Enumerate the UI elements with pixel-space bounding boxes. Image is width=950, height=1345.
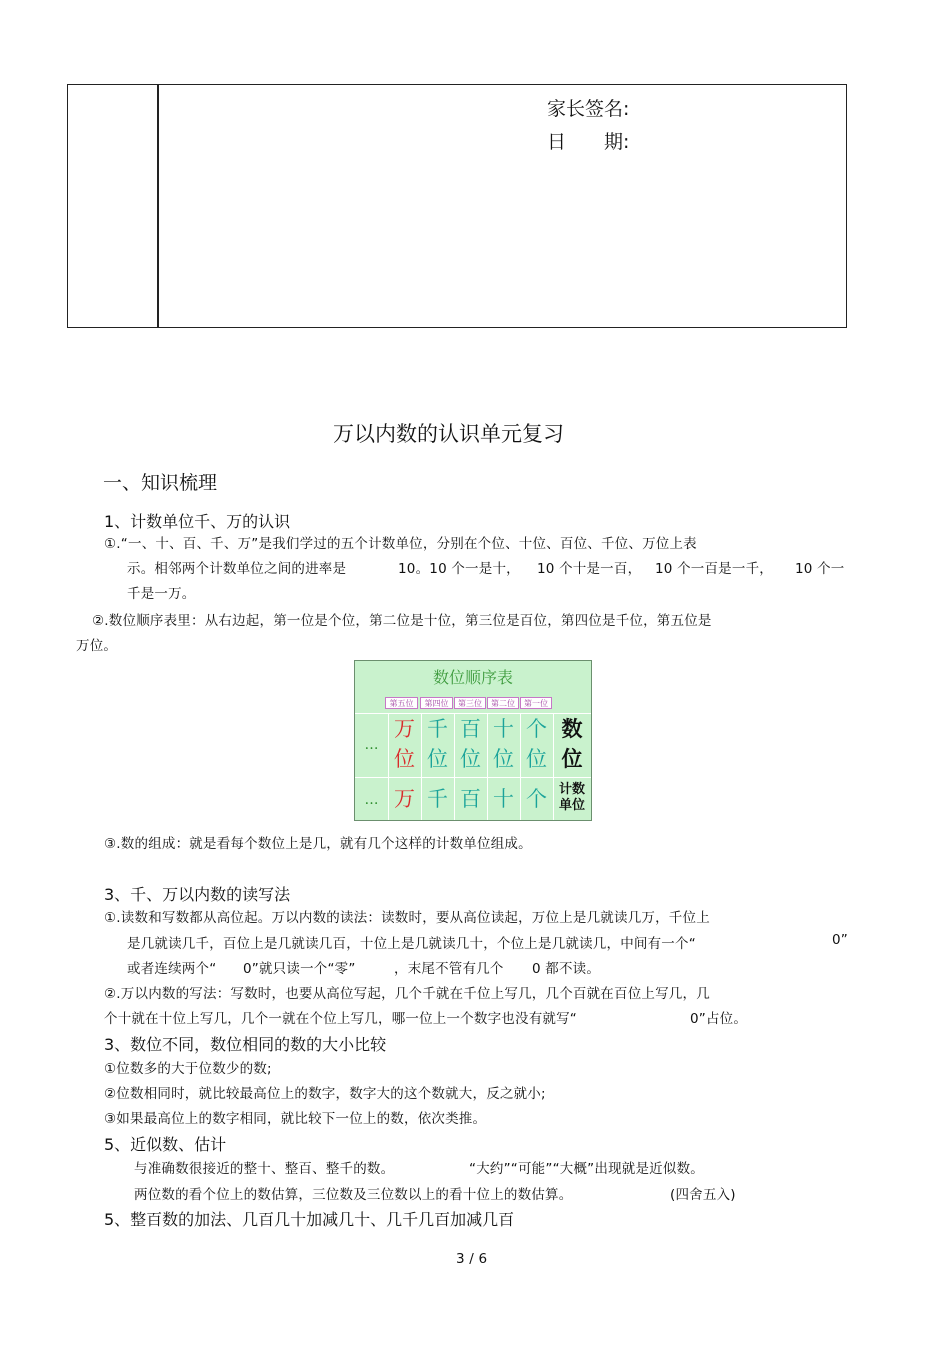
page-number: 3 / 6 <box>456 1251 488 1267</box>
paragraph-line: 0”就只读一个“零” <box>243 961 356 977</box>
paragraph-line: 个十就在十位上写几，几个一就在个位上写几，哪一位上一个数字也没有就写“ <box>104 1011 577 1027</box>
signature-table <box>67 84 847 328</box>
ellipsis: … <box>364 737 379 753</box>
paragraph-line: 与准确数很接近的整十、整百、整千的数。 <box>134 1161 395 1177</box>
paragraph-line: 是几就读几千，百位上是几就读几百，十位上是几就读几十，个位上是几就读几，中间有一个“ <box>127 936 696 952</box>
section-heading: 一、知识梳理 <box>103 472 218 494</box>
paragraph-line: 0” <box>832 932 848 948</box>
page-title: 万以内数的认识单元复习 <box>333 422 564 446</box>
paragraph-line: ①.读数和写数都从高位起。万以内数的读法：读数时，要从高位读起，万位上是几就读几万，千位上 <box>104 910 710 926</box>
paragraph-line: ②.数位顺序表里：从右边起，第一位是个位，第二位是十位，第三位是百位，第四位是千位，第五位是 <box>92 613 712 629</box>
paragraph-line: (四舍五入) <box>670 1187 736 1203</box>
paragraph-line: 千是一万。 <box>127 586 196 602</box>
grid-line <box>355 777 591 778</box>
place-wan: 万 位 <box>394 717 415 771</box>
paragraph-line: 两位数的看个位上的数估算，三位数及三位数以上的看十位上的数估算。 <box>134 1187 573 1203</box>
chart-tag: 第四位 <box>420 697 453 709</box>
chart-tag: 第五位 <box>385 697 418 709</box>
place-header: 数 位 <box>561 716 583 771</box>
subsection-heading: 1、计数单位千、万的认识 <box>104 512 291 531</box>
chart-tag: 第一位 <box>520 697 552 709</box>
chart-tag: 第二位 <box>487 697 519 709</box>
paragraph-line: ①.“一、十、百、千、万”是我们学过的五个计数单位，分别在个位、十位、百位、千位、万位上表 <box>104 536 697 552</box>
paragraph-line: 万位。 <box>76 638 118 654</box>
chart-tag: 第三位 <box>454 697 486 709</box>
paragraph-line: 示。相邻两个计数单位之间的进率是 <box>127 561 347 577</box>
place-shi: 十 位 <box>493 717 514 771</box>
paragraph-line: 0”占位。 <box>690 1011 748 1027</box>
paragraph-line: ②位数相同时，就比较最高位上的数字，数字大的这个数就大，反之就小; <box>104 1086 546 1102</box>
paragraph-line: ③如果最高位上的数字相同，就比较下一位上的数，依次类推。 <box>104 1111 487 1127</box>
unit-qian: 千 <box>427 787 448 811</box>
ellipsis: … <box>364 792 379 808</box>
paragraph-line: ②.万以内数的写法：写数时，也要从高位写起，几个千就在千位上写几，几个百就在百位上写几，几 <box>104 986 710 1002</box>
paragraph-line: 10 个十是一百， <box>537 561 642 577</box>
subsection-heading: 3、千、万以内数的读写法 <box>104 885 291 904</box>
paragraph-line: 0 都不读。 <box>532 961 601 977</box>
place-ge: 个 位 <box>526 717 547 771</box>
paragraph-line: ③.数的组成：就是看每个数位上是几，就有几个这样的计数单位组成。 <box>104 836 532 852</box>
paragraph-line: 10 个一百是一千， <box>655 561 773 577</box>
unit-shi: 十 <box>493 787 514 811</box>
place-value-chart <box>354 660 592 821</box>
subsection-heading: 5、整百数的加法、几百几十加减几十、几千几百加减几百 <box>104 1210 515 1229</box>
subsection-heading: 5、近似数、估计 <box>104 1135 227 1154</box>
subsection-heading: 3、数位不同，数位相同的数的大小比较 <box>104 1035 387 1054</box>
unit-wan: 万 <box>394 787 415 811</box>
chart-title: 数位顺序表 <box>432 668 513 687</box>
unit-ge: 个 <box>526 787 547 811</box>
place-bai: 百 位 <box>460 717 481 771</box>
paragraph-line: ，末尾不管有几个 <box>394 961 504 977</box>
paragraph-line: 10 个一 <box>795 561 845 577</box>
paragraph-line: “大约”“可能”“大概”出现就是近似数。 <box>469 1161 704 1177</box>
parent-sign-label: 家长签名: <box>547 98 630 120</box>
paragraph-line: 或者连续两个“ <box>127 961 217 977</box>
table-divider <box>157 84 159 328</box>
paragraph-line: 10。10 个一是十， <box>398 561 520 577</box>
place-qian: 千 位 <box>427 717 448 771</box>
paragraph-line: ①位数多的大于位数少的数; <box>104 1061 272 1077</box>
unit-header: 计数 单位 <box>558 782 585 813</box>
unit-bai: 百 <box>460 787 481 811</box>
date-label: 日 期: <box>547 131 630 153</box>
